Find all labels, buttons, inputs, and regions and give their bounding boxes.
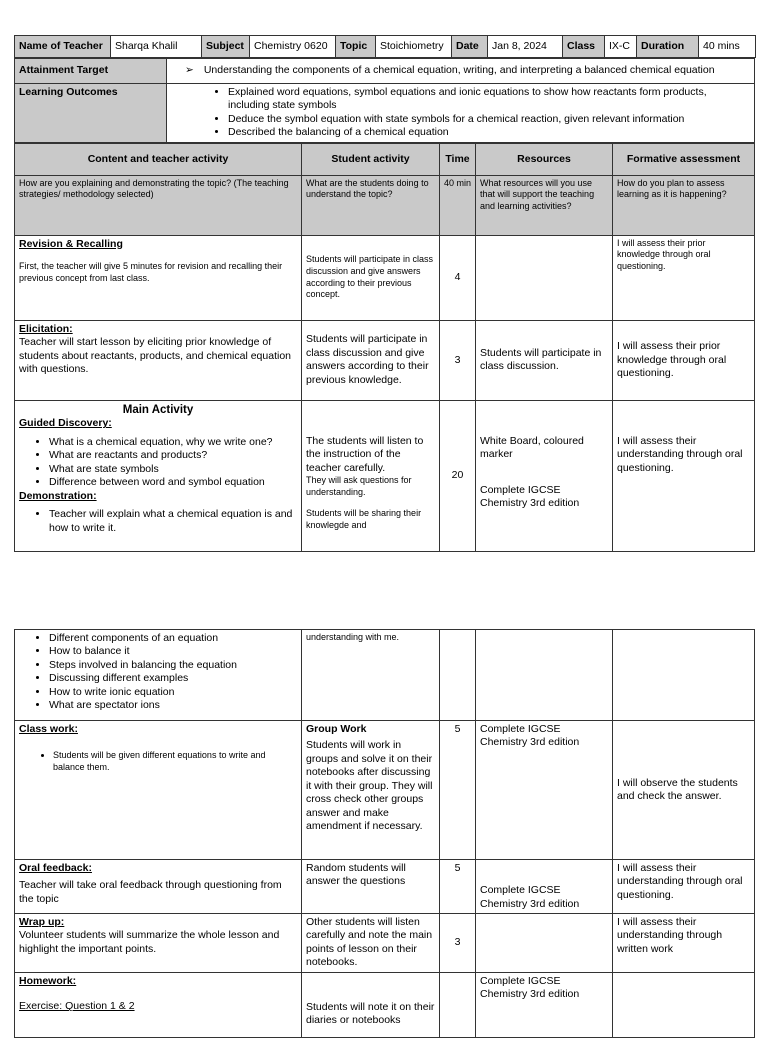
elicitation-text: Teacher will start lesson by eliciting prior knowledge of students about reactants, products, and chemical equation with questions. xyxy=(19,336,292,376)
classwork-content xyxy=(15,721,302,860)
homework-exercise: Exercise: Question 1 & 2 xyxy=(19,1000,135,1013)
col-content-header: Content and teacher activity xyxy=(15,143,302,175)
objectives-table xyxy=(14,58,755,143)
prompt-resources: What resources will you use that will support the teaching and learning activities? xyxy=(476,175,613,235)
elicitation-title: Elicitation: xyxy=(19,322,73,335)
col-resources-header: Resources xyxy=(476,143,613,175)
prompt-assessment: How do you plan to assess learning as it is happening? xyxy=(613,175,755,235)
teacher-label: Name of Teacher xyxy=(15,36,111,58)
classwork-student-text: Students will work in groups and solve it on their notebooks after discussing it with their group. They will cross check other groups answer and make amendment if necessary. xyxy=(306,739,433,833)
oral-feedback-resources: Complete IGCSE Chemistry 3rd edition xyxy=(476,860,613,914)
guided-item: • What are reactants and products? xyxy=(49,449,297,462)
continued-assessment xyxy=(613,630,755,721)
subject-value: Chemistry 0620 xyxy=(250,36,336,58)
elicitation-row xyxy=(15,320,755,400)
continued-list xyxy=(19,632,297,713)
oral-feedback-content xyxy=(15,860,302,914)
continued-item: • What are spectator ions xyxy=(49,699,297,712)
oral-feedback-text: Teacher will take oral feedback through questioning from the topic xyxy=(19,879,282,905)
group-work-title: Group Work xyxy=(306,723,367,735)
classwork-row xyxy=(15,721,755,860)
homework-assessment xyxy=(613,973,755,1038)
continued-row xyxy=(15,630,755,721)
classwork-student xyxy=(302,721,440,860)
revision-row xyxy=(15,235,755,320)
continued-time xyxy=(440,630,476,721)
class-label: Class xyxy=(563,36,605,58)
homework-student-text: Students will note it on their diaries or notebooks xyxy=(306,1001,435,1027)
col-time-header: Time xyxy=(440,143,476,175)
duration-label: Duration xyxy=(637,36,699,58)
wrapup-assessment: I will assess their understanding through written work xyxy=(613,914,755,973)
main-activity-heading: Main Activity xyxy=(122,403,194,416)
oral-feedback-student: Random students will answer the questions xyxy=(302,860,440,914)
classwork-resources: Complete IGCSE Chemistry 3rd edition xyxy=(476,721,613,860)
demonstration-list xyxy=(19,508,297,535)
classwork-assessment: I will observe the students and check the answer. xyxy=(613,721,755,860)
duration-value: 40 mins xyxy=(699,36,756,58)
continued-content xyxy=(15,630,302,721)
continued-item: • How to write ionic equation xyxy=(49,686,297,699)
continued-item: • Steps involved in balancing the equation xyxy=(49,659,297,672)
prompt-row xyxy=(15,175,755,235)
demonstration-title: Demonstration: xyxy=(19,489,97,502)
arrow-bullet-icon: ➢ xyxy=(185,64,194,77)
revision-resources xyxy=(476,235,613,320)
wrapup-title: Wrap up: xyxy=(19,916,65,928)
outcome-item: • Described the balancing of a chemical equation xyxy=(228,126,750,139)
revision-student: Students will participate in class discussion and give answers according to their previous concept. xyxy=(302,235,440,320)
main-activity-time: 20 xyxy=(440,400,476,551)
revision-assessment: I will assess their prior knowledge through oral questioning. xyxy=(613,235,755,320)
date-label: Date xyxy=(452,36,488,58)
activity-table xyxy=(14,143,755,552)
main-student-text-1: The students will listen to the instruction of the teacher carefully. xyxy=(306,434,424,474)
homework-row xyxy=(15,973,755,1038)
attainment-label: Attainment Target xyxy=(15,59,167,84)
main-activity-assessment xyxy=(613,400,755,551)
class-value: IX-C xyxy=(605,36,637,58)
teacher-info-table xyxy=(14,35,756,58)
continued-student: understanding with me. xyxy=(302,630,440,721)
classwork-title: Class work: xyxy=(19,723,78,735)
oral-feedback-title: Oral feedback: xyxy=(19,862,92,874)
teacher-info-row xyxy=(15,36,756,58)
wrapup-text: Volunteer students will summarize the whole lesson and highlight the important points. xyxy=(19,929,280,955)
revision-text: First, the teacher will give 5 minutes for revision and recalling their previous concept from last class. xyxy=(19,261,283,283)
guided-item: • What are state symbols xyxy=(49,463,297,476)
column-header-row xyxy=(15,143,755,175)
continued-item: • Discussing different examples xyxy=(49,672,297,685)
outcomes-label: Learning Outcomes xyxy=(15,84,167,143)
continued-resources xyxy=(476,630,613,721)
prompt-student: What are the students doing to understand the topic? xyxy=(302,175,440,235)
main-student-text-3: Students will be sharing their knowlegde and xyxy=(306,508,422,531)
date-value: Jan 8, 2024 xyxy=(488,36,563,58)
oral-feedback-time: 5 xyxy=(440,860,476,914)
lesson-plan-table-page-2 xyxy=(14,629,755,1038)
topic-label: Topic xyxy=(336,36,376,58)
guided-discovery-title: Guided Discovery: xyxy=(19,417,112,430)
continued-item: • How to balance it xyxy=(49,645,297,658)
homework-title: Homework: xyxy=(19,975,77,987)
col-student-header: Student activity xyxy=(302,143,440,175)
main-assessment-text: I will assess their understanding through oral questioning. xyxy=(617,434,743,474)
attainment-row xyxy=(15,59,755,84)
outcome-item: • Explained word equations, symbol equations and ionic equations to show how reactants form products, including state symbols xyxy=(228,86,750,113)
topic-value: Stoichiometry xyxy=(376,36,452,58)
homework-student xyxy=(302,973,440,1038)
main-resources-1: White Board, coloured marker xyxy=(480,434,584,461)
teacher-value: Sharqa Khalil xyxy=(111,36,202,58)
subject-label: Subject xyxy=(202,36,250,58)
homework-resources: Complete IGCSE Chemistry 3rd edition xyxy=(476,973,613,1038)
homework-time xyxy=(440,973,476,1038)
main-activity-student xyxy=(302,400,440,551)
classwork-time: 5 xyxy=(440,721,476,860)
main-student-text-2: They will ask questions for understanding. xyxy=(306,475,412,497)
revision-content xyxy=(15,235,302,320)
demo-item: • Teacher will explain what a chemical equation is and how to write it. xyxy=(49,508,297,535)
lesson-plan-table-page-1 xyxy=(14,35,755,552)
wrapup-time: 3 xyxy=(440,914,476,973)
guided-discovery-list xyxy=(19,436,297,490)
classwork-item: • Students will be given different equations to write and balance them. xyxy=(53,750,297,773)
wrapup-row xyxy=(15,914,755,973)
main-activity-row xyxy=(15,400,755,551)
main-resources-2: Complete IGCSE Chemistry 3rd edition xyxy=(480,483,580,510)
elicitation-content xyxy=(15,320,302,400)
revision-title: Revision & Recalling xyxy=(19,237,123,250)
main-activity-resources xyxy=(476,400,613,551)
attainment-text: Understanding the components of a chemical equation, writing, and interpreting a balanced chemical equation xyxy=(203,64,715,77)
elicitation-time: 3 xyxy=(440,320,476,400)
outcome-item: • Deduce the symbol equation with state symbols for a chemical reaction, given relevant information xyxy=(228,113,750,126)
wrapup-content xyxy=(15,914,302,973)
wrapup-student: Other students will listen carefully and note the main points of lesson on their notebooks. xyxy=(302,914,440,973)
elicitation-resources: Students will participate in class discussion. xyxy=(476,320,613,400)
guided-item: • What is a chemical equation, why we write one? xyxy=(49,436,297,449)
continued-item: • Different components of an equation xyxy=(49,632,297,645)
outcomes-cell xyxy=(167,84,755,143)
oral-feedback-assessment: I will assess their understanding through oral questioning. xyxy=(613,860,755,914)
prompt-content: How are you explaining and demonstrating the topic? (The teaching strategies/ methodology selected) xyxy=(15,175,302,235)
wrapup-resources xyxy=(476,914,613,973)
prompt-time: 40 min xyxy=(440,175,476,235)
main-activity-content xyxy=(15,400,302,551)
outcomes-list xyxy=(171,86,750,140)
oral-feedback-row xyxy=(15,860,755,914)
attainment-cell xyxy=(167,59,755,84)
outcomes-row xyxy=(15,84,755,143)
homework-content xyxy=(15,973,302,1038)
col-assessment-header: Formative assessment xyxy=(613,143,755,175)
elicitation-assessment: I will assess their prior knowledge through oral questioning. xyxy=(613,320,755,400)
guided-item: • Difference between word and symbol equation xyxy=(49,476,297,489)
activity-table-continued xyxy=(14,629,755,1038)
classwork-list xyxy=(19,750,297,773)
revision-time: 4 xyxy=(440,235,476,320)
elicitation-student: Students will participate in class discussion and give answers according to their previous knowledge. xyxy=(302,320,440,400)
